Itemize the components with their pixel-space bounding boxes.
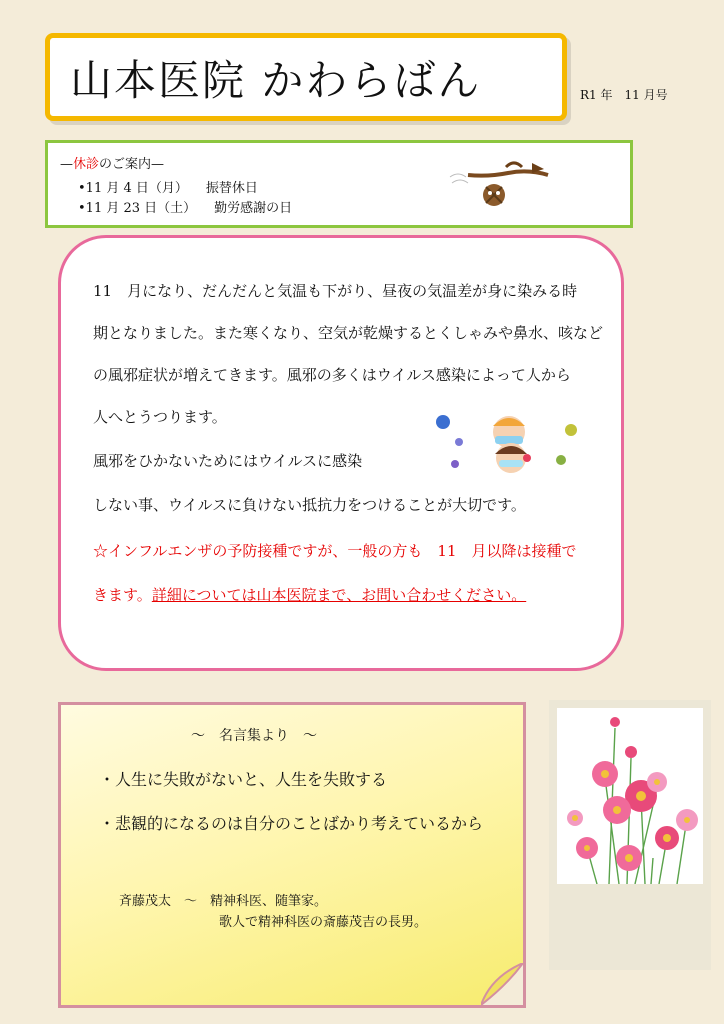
quote-author-bio: 歌人で精神科医の斎藤茂吉の長男。 bbox=[219, 915, 428, 930]
message-line: の風邪症状が増えてきます。風邪の多くはウイルス感染によって人から bbox=[93, 366, 571, 384]
quote-item: ・人生に失敗がないと、人生を失敗する bbox=[99, 770, 388, 789]
autumn-leaf-illustration bbox=[448, 157, 558, 213]
newsletter-title-box bbox=[45, 33, 567, 121]
closed-days-box bbox=[45, 140, 633, 228]
message-box bbox=[58, 235, 624, 671]
quote-note bbox=[58, 702, 526, 1008]
sick-children-illustration bbox=[431, 412, 581, 476]
closed-day-row bbox=[78, 177, 258, 196]
closed-day-reason: 振替休日 bbox=[205, 181, 258, 196]
quote-heading: ～ 名言集より ～ bbox=[191, 728, 317, 744]
message-line: 風邪をひかないためにはウイルスに感染 bbox=[93, 452, 363, 470]
closed-day-row bbox=[78, 197, 292, 216]
cosmos-flowers-image bbox=[557, 708, 703, 884]
vaccine-notice-line: ☆インフルエンザの予防接種ですが、一般の方も 11 月以降は接種で bbox=[93, 542, 577, 560]
vaccine-notice-line bbox=[93, 584, 526, 605]
closed-day-date: •11 月 4 日（月） bbox=[78, 181, 188, 196]
closed-days-title: —休診のご案内— bbox=[60, 157, 165, 172]
message-line: しない事、ウイルスに負けない抵抗力をつけることが大切です。 bbox=[93, 496, 526, 514]
issue-label: R1 年 11 月号 bbox=[580, 88, 668, 102]
vaccine-notice-text: きます。 bbox=[93, 586, 152, 604]
closed-days-title-red: 休診 bbox=[73, 157, 100, 172]
note-page-curl bbox=[481, 963, 523, 1005]
closed-day-date: •11 月 23 日（土） bbox=[78, 201, 197, 216]
quote-author: 斉藤茂太 ～ 精神科医、随筆家。 bbox=[119, 894, 328, 909]
vaccine-contact-text: 詳細については山本医院まで、お問い合わせください。 bbox=[151, 586, 527, 604]
closed-day-reason: 勤労感謝の日 bbox=[214, 201, 293, 216]
message-line: 期となりました。また寒くなり、空気が乾燥するとくしゃみや鼻水、咳など bbox=[93, 324, 604, 342]
message-line: 人へとうつります。 bbox=[93, 408, 227, 426]
cosmos-flower-icon bbox=[557, 708, 703, 884]
newsletter-title: 山本医院 かわらばん bbox=[70, 56, 482, 105]
message-line: 11 月になり、だんだんと気温も下がり、昼夜の気温差が身に染みる時 bbox=[93, 282, 578, 300]
closed-days-title-rest: のご案内 bbox=[99, 157, 152, 172]
quote-item: ・悲観的になるのは自分のことばかり考えているから bbox=[99, 814, 484, 833]
flower-panel bbox=[549, 700, 711, 970]
